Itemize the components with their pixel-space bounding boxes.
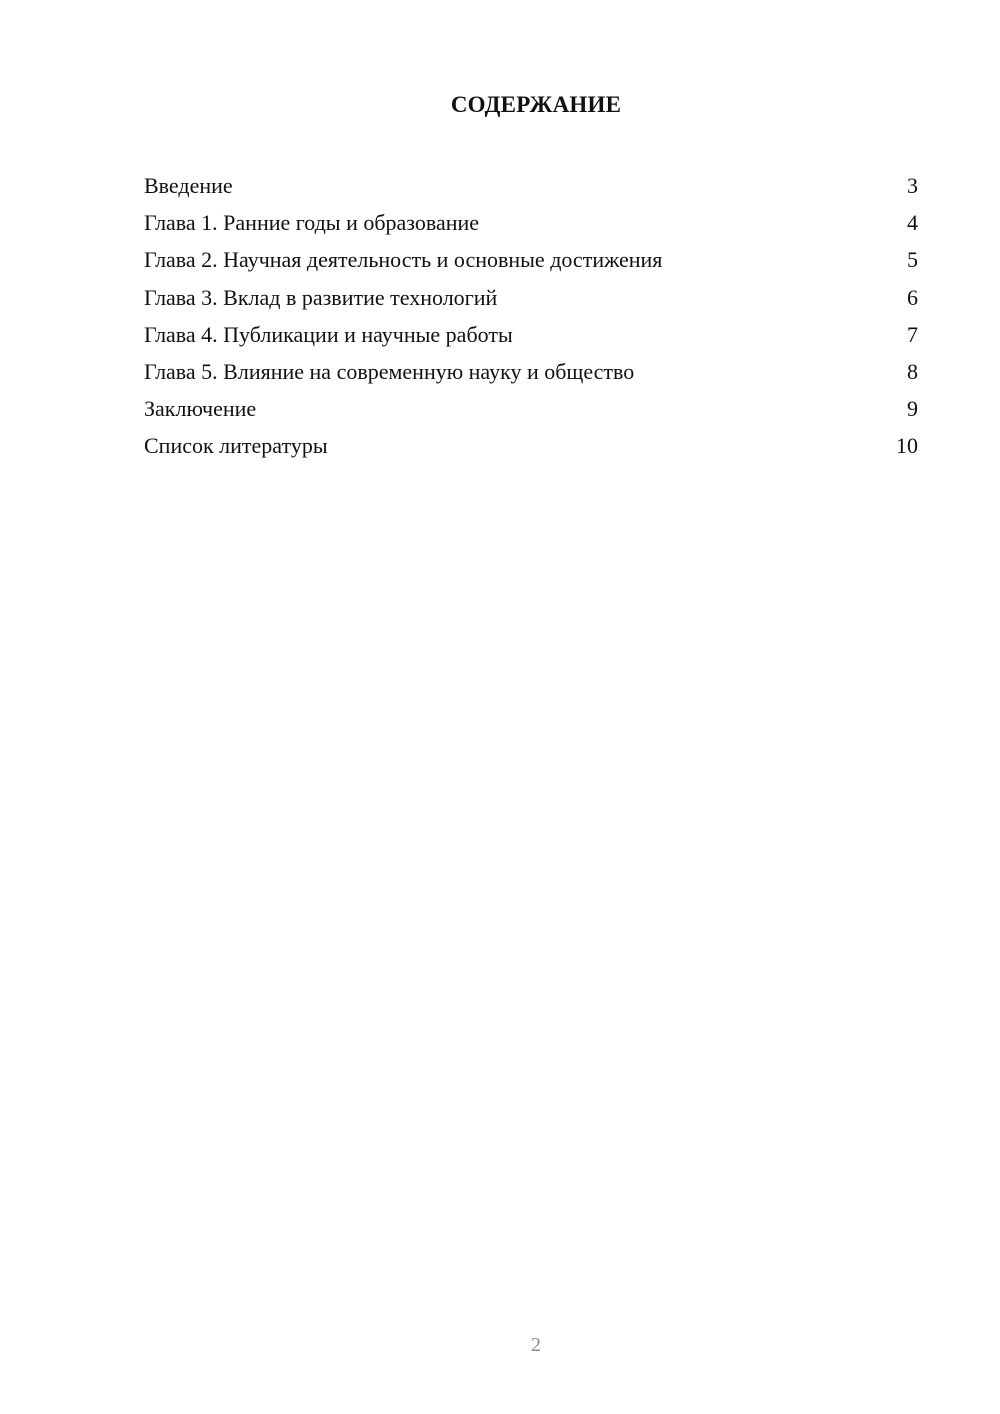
toc-entry-page-number: 7 (907, 321, 918, 347)
toc-entry-chapter-5 (144, 353, 918, 390)
toc-entry-label: Глава 4. Публикации и научные работы (144, 321, 513, 347)
toc-entry-label: Заключение (144, 396, 257, 422)
toc-entry-page-number: 9 (907, 396, 918, 422)
toc-entry-chapter-3 (144, 279, 918, 316)
page-number: 2 (531, 1334, 541, 1356)
toc-entry-chapter-4 (144, 316, 918, 353)
toc-entry-chapter-2 (144, 241, 918, 278)
toc-entry-page-number: 4 (907, 210, 918, 236)
toc-entry-label: Глава 2. Научная деятельность и основные достижения (144, 247, 663, 273)
toc-entry-label: Глава 1. Ранние годы и образование (144, 210, 480, 236)
toc-list (144, 167, 918, 465)
toc-entry-label: Введение (144, 173, 233, 198)
toc-entry-chapter-1 (144, 204, 918, 241)
toc-entry-references (144, 427, 918, 464)
toc-entry-label: Глава 3. Вклад в развитие технологий (144, 284, 498, 310)
toc-title: СОДЕРЖАНИЕ (450, 92, 622, 117)
toc-entry-page-number: 6 (907, 284, 918, 310)
toc-entry-page-number: 5 (907, 247, 918, 273)
toc-entry-page-number: 8 (907, 358, 918, 384)
toc-entry-conclusion (144, 390, 918, 427)
toc-entry-page-number: 10 (896, 433, 918, 459)
toc-entry-label: Глава 5. Влияние на современную науку и общество (144, 358, 635, 384)
toc-entry-page-number: 3 (907, 173, 918, 198)
toc-entry-introduction (144, 167, 918, 204)
toc-entry-label: Список литературы (144, 433, 328, 459)
